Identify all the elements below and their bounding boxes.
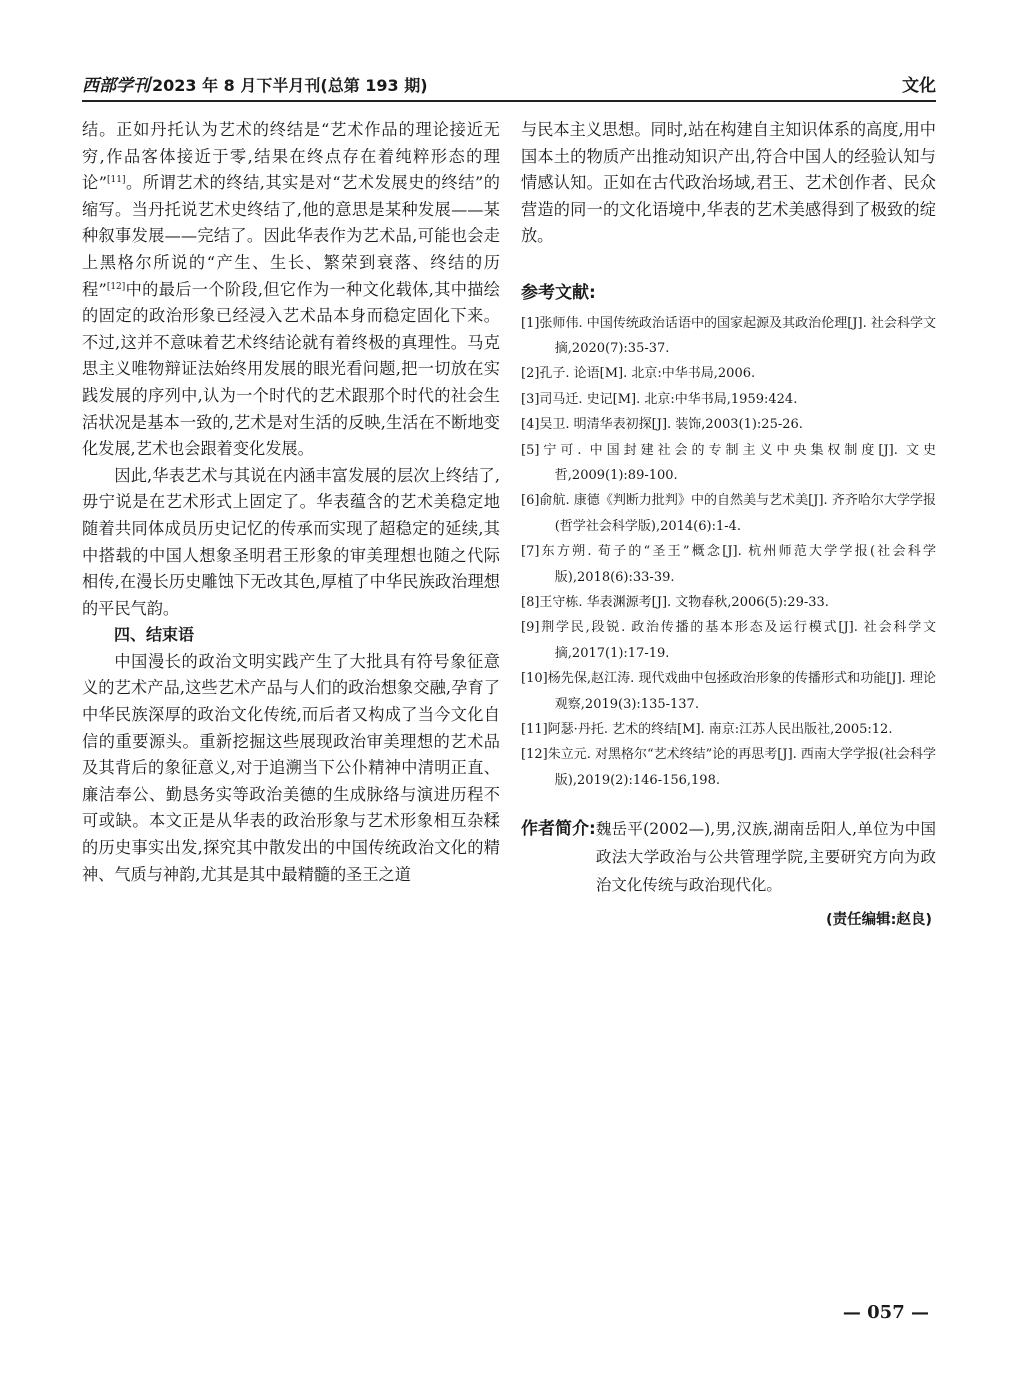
- paragraph: 中国漫长的政治文明实践产生了大批具有符号象征意义的艺术产品,这些艺术产品与人们的政治想象交融,孕育了中华民族深厚的政治文化传统,而后者又构成了当今文化自信的重要源头。重新挖掘这些展现政治审美理想的艺术品及其背后的象征意义,对于追溯当下公仆精神中清明正直、廉洁奉公、勤恳务实等政治美德的生成脉络与演进历程不可或缺。本文正是从华表的政治形象与艺术形象相互杂糅的历史事实出发,探究其中散发出的中国传统政治文化的精神、气质与神韵,尤其是其中最精髓的圣王之道: [82, 651, 500, 884]
- reference-item: [8]王守栋. 华表渊源考[J]. 文物春秋,2006(5):29-33.: [521, 595, 829, 611]
- reference-item: [12]朱立元. 对黑格尔“艺术终结”论的再思考[J]. 西南大学学报(社会科学版),2019(2):146-156,198.: [521, 747, 936, 788]
- author-bio-text: 魏岳平(2002—),男,汉族,湖南岳阳人,单位为中国政法大学政治与公共管理学院,主要研究方向为政治文化传统与政治现代化。: [595, 820, 936, 895]
- reference-item: [1]张师伟. 中国传统政治话语中的国家起源及其政治伦理[J]. 社会科学文摘,2020(7):35-37.: [521, 315, 936, 356]
- author-bio-label: 作者简介:: [521, 819, 596, 840]
- journal-logo: 西部学刊: [82, 76, 150, 96]
- issue-info: 2023 年 8 月下半月刊(总第 193 期): [152, 76, 428, 95]
- reference-list: [521, 311, 936, 794]
- paragraph: 因此,华表艺术与其说在内涵丰富发展的层次上终结了,毋宁说是在艺术形式上固定了。华表蕴含的艺术美稳定地随着共同体成员历史记忆的传承而实现了超稳定的延续,其中搭载的中国人想象圣明君王形象的审美理想也随之代际相传,在漫长历史雕蚀下无改其色,厚植了中华民族政治理想的平民气韵。: [82, 465, 500, 618]
- paragraph: 结。正如丹托认为艺术的终结是“艺术作品的理论接近无穷,作品客体接近于零,结果在终点存在着纯粹形态的理论”[11]。所谓艺术的终结,其实是对“艺术发展史的终结”的缩写。当丹托说艺术史终结了,他的意思是某种发展——某种叙事发展——完结了。因此华表作为艺术品,可能也会走上黑格尔所说的“产生、生长、繁荣到衰落、终结的历程”[12]中的最后一个阶段,但它作为一种文化载体,其中描绘的固定的政治形象已经浸入艺术品本身而稳定固化下来。不过,这并不意味着艺术终结论就有着终极的真理性。马克思主义唯物辩证法始终用发展的眼光看问题,把一切放在实践发展的序列中,认为一个时代的艺术跟那个时代的社会生活状况是基本一致的,艺术是对生活的反映,生活在不断地变化发展,艺术也会跟着变化发展。: [82, 120, 500, 459]
- reference-item: [2]孔子. 论语[M]. 北京:中华书局,2006.: [521, 366, 756, 382]
- running-header: [82, 70, 936, 102]
- editor-note: (责任编辑:赵良): [825, 912, 932, 929]
- section-heading: 四、结束语: [114, 625, 195, 645]
- citation: [12]: [106, 281, 126, 292]
- section-label: 文化: [902, 76, 936, 96]
- reference-item: [9]荆学民,段锐. 政治传播的基本形态及运行模式[J]. 社会科学文摘,2017(1):17-19.: [521, 620, 936, 661]
- journal-issue: [82, 71, 428, 100]
- page-number: — 057 —: [842, 1302, 929, 1323]
- author-bio: [521, 815, 936, 899]
- reference-item: [6]俞航. 康德《判断力批判》中的自然美与艺术美[J]. 齐齐哈尔大学学报(哲学社会科学版),2014(6):1-4.: [521, 493, 936, 534]
- reference-item: [3]司马迁. 史记[M]. 北京:中华书局,1959:424.: [521, 391, 798, 407]
- reference-item: [5]宁可. 中国封建社会的专制主义中央集权制度[J]. 文史哲,2009(1):89-100.: [521, 442, 936, 483]
- reference-item: [7]东方朔. 荀子的“圣王”概念[J]. 杭州师范大学学报(社会科学版),2018(6):33-39.: [521, 544, 936, 585]
- paragraph: 与民本主义思想。同时,站在构建自主知识体系的高度,用中国本土的物质产出推动知识产出,符合中国人的经验认知与情感认知。正如在古代政治场域,君王、艺术创作者、民众营造的同一的文化语境中,华表的艺术美感得到了极致的绽放。: [521, 120, 936, 246]
- left-column: [82, 117, 500, 888]
- reference-item: [10]杨先保,赵江涛. 现代戏曲中包拯政治形象的传播形式和功能[J]. 理论观察,2019(3):135-137.: [521, 671, 936, 712]
- reference-item: [11]阿瑟·丹托. 艺术的终结[M]. 南京:江苏人民出版社,2005:12.: [521, 722, 893, 738]
- references-heading: 参考文献:: [521, 282, 596, 303]
- citation: [11]: [107, 175, 126, 186]
- reference-item: [4]吴卫. 明清华表初探[J]. 装饰,2003(1):25-26.: [521, 417, 803, 433]
- right-column: [521, 117, 936, 934]
